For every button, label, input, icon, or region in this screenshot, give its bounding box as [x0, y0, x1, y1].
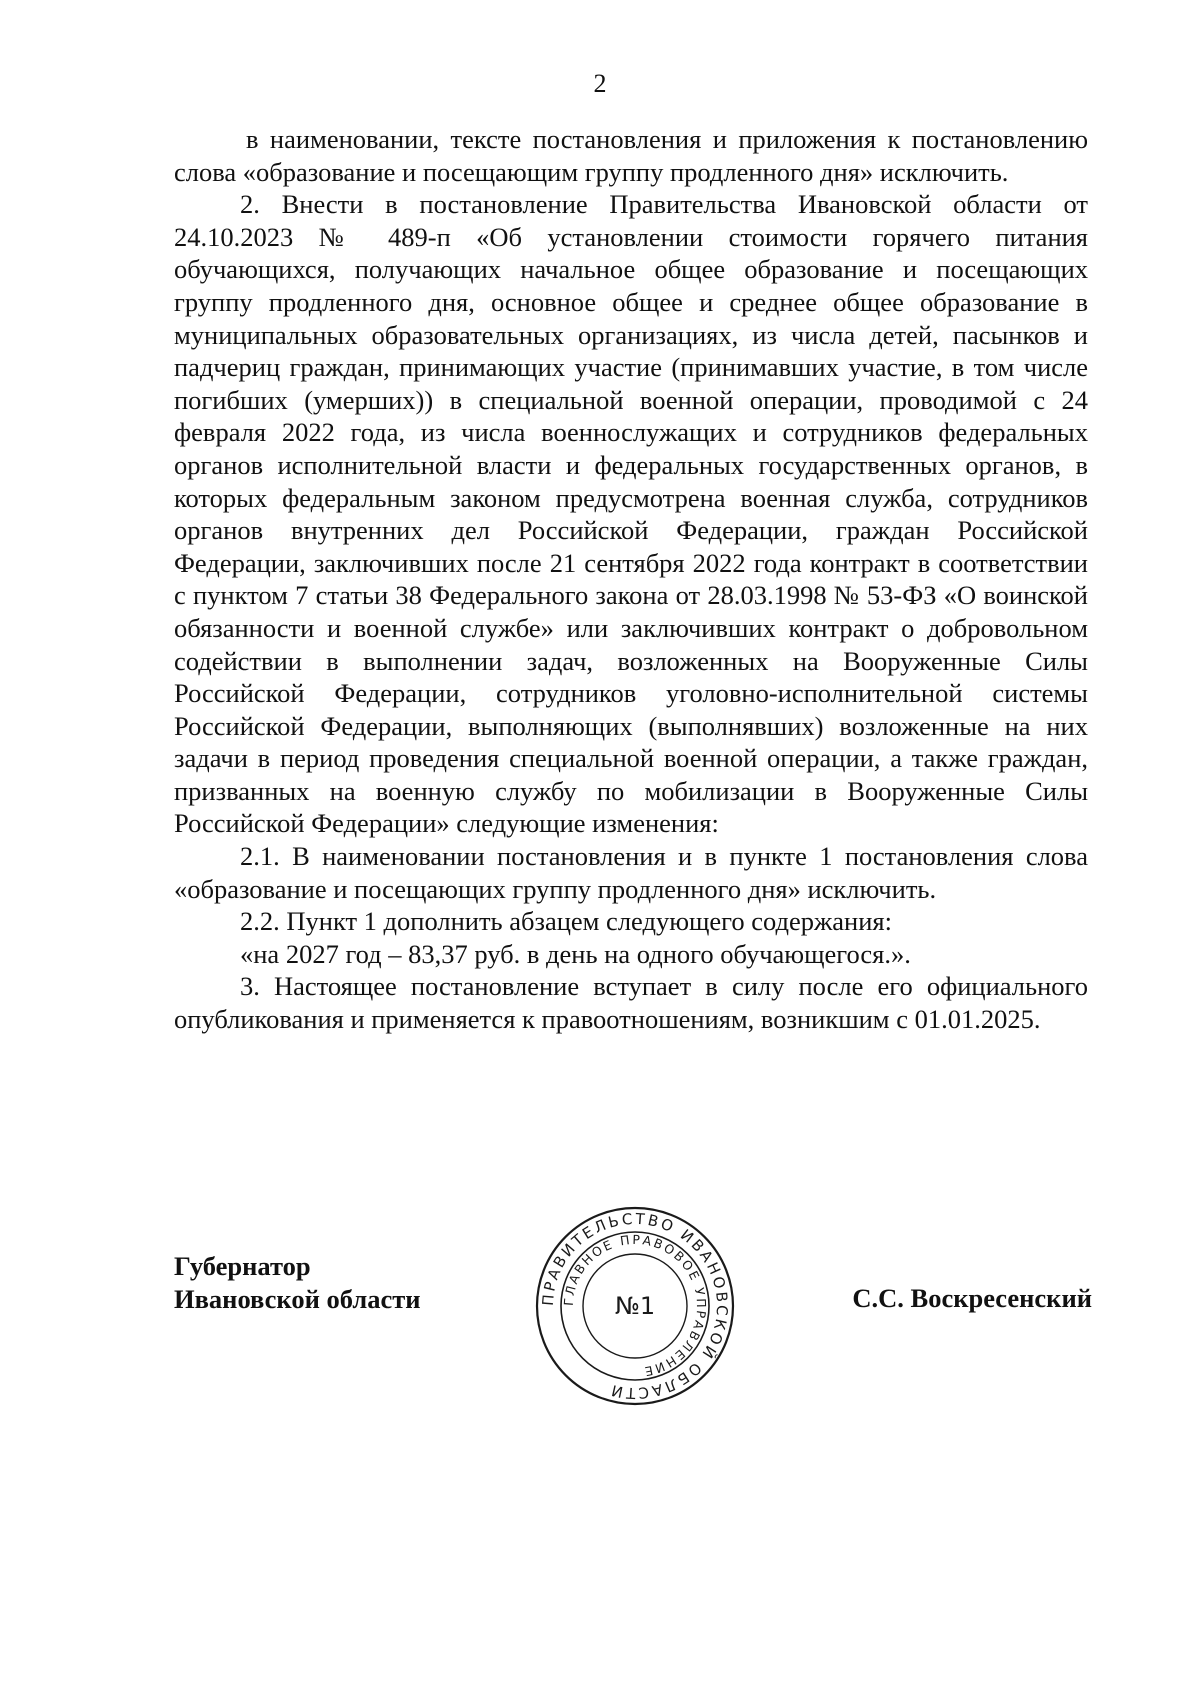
paragraph-item-3: 3. Настоящее постановление вступает в силу после его официального опубликования и применяется к правоотношениям, возникшим с 01.01.2025.: [174, 971, 1088, 1035]
stamp-number: №1: [614, 1292, 656, 1320]
paragraph-continuation: в наименовании, тексте постановления и приложения к постановлению слова «образование и посещающим группу продленного дня» исключить.: [174, 124, 1088, 187]
paragraph-item-2: 2. Внести в постановление Правительства Ивановской области от 24.10.2023 № 489-п «Об установлении стоимости горячего питания обучающихся, получающих начальное общее образование и посещающих группу продленного дня, основное общее и среднее общее образование в муниципальных образовательных организациях, из числа детей, пасынков и падчериц граждан, принимающих участие (принимавших участие, в том числе погибших (умерших)) в специальной военной операции, проводимой с 24 февраля 2022 года, из числа военнослужащих и сотрудников федеральных органов исполнительной власти и федеральных государственных органов, в которых федеральным законом предусмотрена военная служба, сотрудников органов внутренних дел Российской Федерации, граждан Российской Федерации, заключивших после 21 сентября 2022 года контракт в соответствии с пунктом 7 статьи 38 Федерального закона от 28.03.1998 № 53-ФЗ «О воинской обязанности и военной службе» или заключивших контракт о добровольном содействии в выполнении задач, возложенных на Вооруженные Силы Российской Федерации, сотрудников уголовно-исполнительной системы Российской Федерации, выполняющих (выполнявших) возложенные на них задачи в период проведения специальной военной операции, а также граждан, призванных на военную службу по мобилизации в Вооруженные Силы Российской Федерации» следующие изменения:: [174, 189, 1088, 839]
stamp-inner-text: ГЛАВНОЕ ПРАВОВОЕ УПРАВЛЕНИЕ: [560, 1231, 710, 1380]
official-stamp: [533, 1204, 737, 1408]
page-number: 2: [593, 69, 607, 98]
document-body: [174, 123, 1088, 1036]
stamp-outer-text: ПРАВИТЕЛЬСТВО ИВАНОВСКОЙ ОБЛАСТИ: [538, 1209, 732, 1403]
signatory-name: С.С. Воскресенский: [852, 1283, 1092, 1313]
signatory-position-line-2: Ивановской области: [174, 1283, 421, 1314]
paragraph-item-2-1: 2.1. В наименовании постановления и в пункте 1 постановления слова «образование и посещающих группу продленного дня» исключить.: [174, 841, 1088, 904]
signatory-position-line-1: Губернатор: [174, 1251, 311, 1281]
paragraph-item-2-2: 2.2. Пункт 1 дополнить абзацем следующего содержания:: [240, 906, 892, 937]
signatory-position: [174, 1250, 421, 1315]
paragraph-quote: «на 2027 год – 83,37 руб. в день на одного обучающегося.».: [240, 938, 911, 969]
